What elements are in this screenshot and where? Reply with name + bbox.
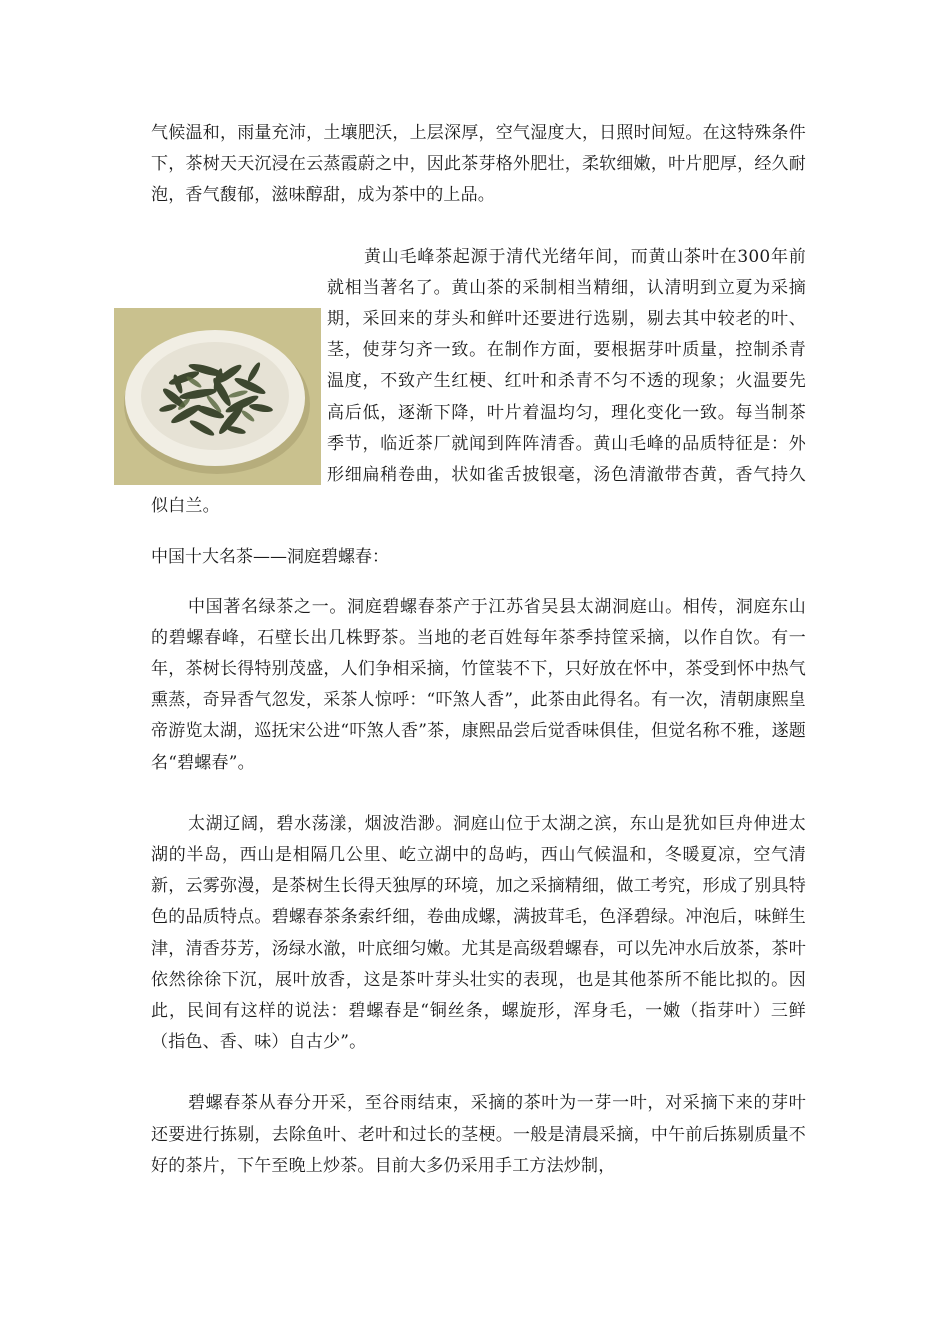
paragraph-gap <box>151 574 806 592</box>
paragraph-biluochun-origin: 中国著名绿茶之一。洞庭碧螺春茶产于江苏省吴县太湖洞庭山。相传，洞庭东山的碧螺春峰，石壁长出几株野茶。当地的老百姓每年茶季持筐采摘，以作自饮。有一年，茶树长得特别茂盛，人们争相采摘，竹筐装不下，只好放在怀中，茶受到怀中热气熏蒸，奇异香气忽发，采茶人惊呼：“吓煞人香”，此茶由此得名。有一次，清朝康熙皇帝游览太湖，巡抚宋公进“吓煞人香”茶，康熙品尝后觉香味俱佳，但觉名称不雅，遂题名“碧螺春”。 <box>151 596 806 773</box>
tea-plate-illustration <box>114 308 321 485</box>
paragraph-gap <box>151 779 806 809</box>
paragraph-huangshan-maofeng <box>151 242 806 523</box>
paragraph-gap <box>151 522 806 542</box>
tea-leaves-photo <box>114 308 321 485</box>
paragraph-harvest: 碧螺春茶从春分开采，至谷雨结束，采摘的茶叶为一芽一叶，对采摘下来的芽叶还要进行拣剔，去除鱼叶、老叶和过长的茎梗。一般是清晨采摘，中午前后拣剔质量不好的茶片，下午至晚上炒茶。目前大多仍采用手工方法炒制， <box>151 1093 806 1176</box>
paragraph-gap <box>151 1058 806 1088</box>
paragraph-climate: 气候温和，雨量充沛，土壤肥沃，上层深厚，空气湿度大，日照时间短。在这特殊条件下，茶树天天沉浸在云蒸霞蔚之中，因此茶芽格外肥壮，柔软细嫩，叶片肥厚，经久耐泡，香气馥郁，滋味醇甜，成为茶中的上品。 <box>151 123 806 206</box>
paragraph-taihu: 太湖辽阔，碧水荡漾，烟波浩渺。洞庭山位于太湖之滨，东山是犹如巨舟伸进太湖的半岛，西山是相隔几公里、屹立湖中的岛屿，西山气候温和，冬暖夏凉，空气清新，云雾弥漫，是茶树生长得天独厚的环境，加之采摘精细，做工考究，形成了别具特色的品质特点。碧螺春茶条索纤细，卷曲成螺，满披茸毛，色泽碧绿。冲泡后，味鲜生津，清香芬芳，汤绿水澈，叶底细匀嫩。尤其是高级碧螺春，可以先冲水后放茶，茶叶依然徐徐下沉，展叶放香，这是茶叶芽头壮实的表现，也是其他茶所不能比拟的。因此，民间有这样的说法：碧螺春是“铜丝条，螺旋形，浑身毛，一嫩（指芽叶）三鲜（指色、香、味）自古少”。 <box>151 813 806 1053</box>
paragraph-gap <box>151 212 806 242</box>
paragraph-huangshan-text: 黄山毛峰茶起源于清代光绪年间，而黄山茶叶在300年前就相当著名了。黄山茶的采制相当精细，认清明到立夏为采摘期，采回来的芽头和鲜叶还要进行选剔，剔去其中较老的叶、茎，使芽匀齐一致。在制作方面，要根据芽叶质量，控制杀青温度，不致产生红梗、红叶和杀青不匀不透的现象；火温要先高后低，逐渐下降，叶片着温均匀，理化变化一致。每当制茶季节，临近茶厂就闻到阵阵清香。黄山毛峰的品质特征是：外形细扁稍卷曲，状如雀舌披银毫，汤色清澈带杏黄，香气持久似白兰。 <box>151 246 806 517</box>
document-page <box>151 118 806 1182</box>
section-heading-biluochun: 中国十大名茶——洞庭碧螺春： <box>151 547 389 568</box>
